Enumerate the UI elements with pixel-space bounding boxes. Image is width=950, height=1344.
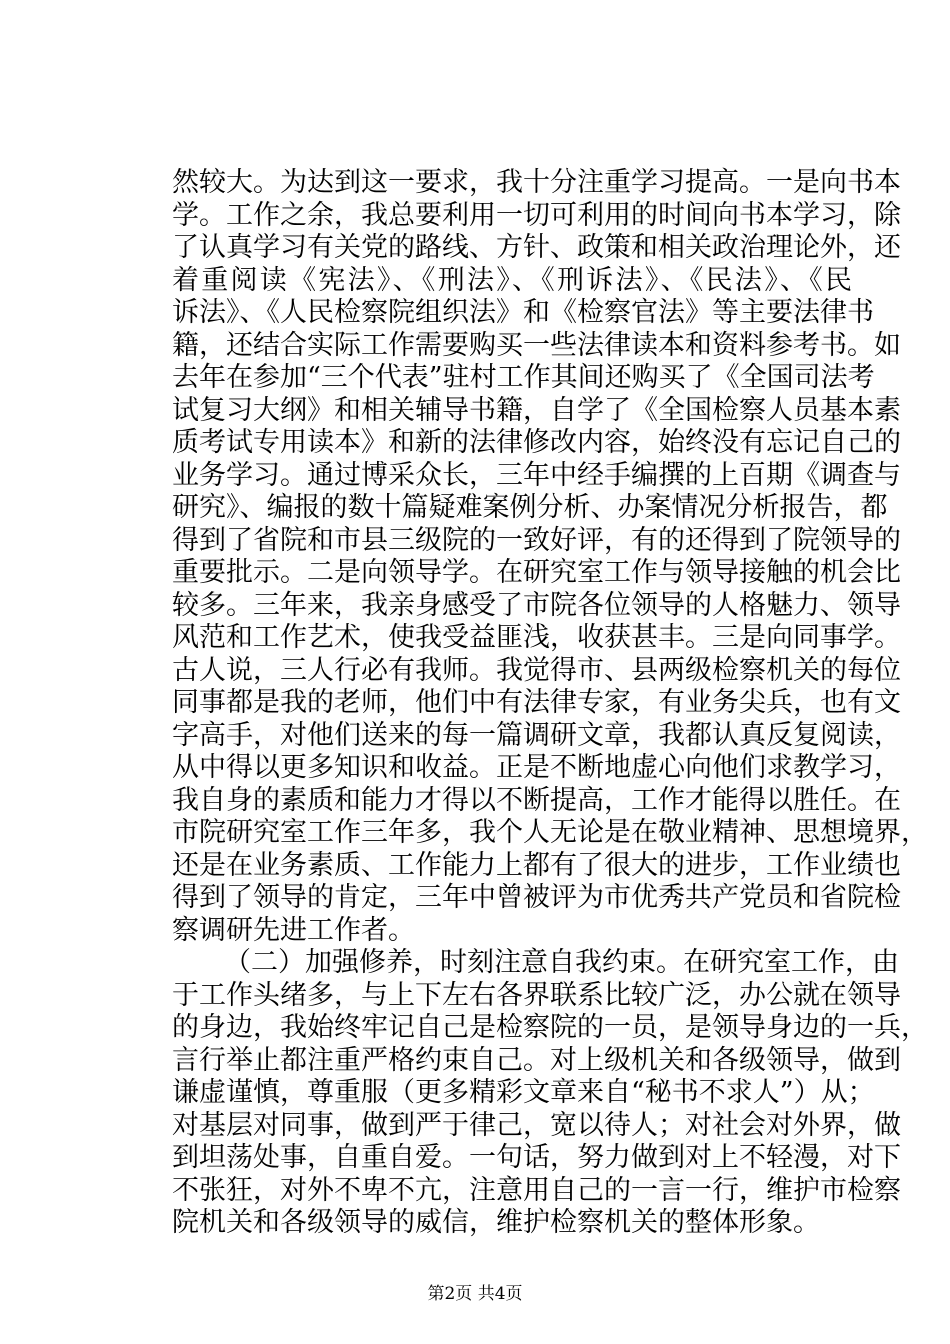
text-line: 谦虚谨慎，尊重服（更多精彩文章来自“秘书不求人”）从；	[172, 1077, 875, 1108]
text-line: （二）加强修养，时刻注意自我约束。在研究室工作，由	[224, 947, 899, 978]
text-line: 从中得以更多知识和收益。正是不断地虚心向他们求教学习，	[172, 752, 901, 783]
text-line: 到坦荡处事，自重自爱。一句话，努力做到对上不轻漫，对下	[172, 1142, 901, 1173]
text-line: 诉法》、《人民检察院组织法》和《检察官法》等主要法律书	[172, 297, 874, 328]
text-line: 还是在业务素质、工作能力上都有了很大的进步，工作业绩也	[172, 849, 901, 881]
text-line: 同事都是我的老师，他们中有法律专家，有业务尖兵，也有文	[172, 687, 901, 718]
text-line: 得到了省院和市县三级院的一致好评，有的还得到了院领导的	[172, 524, 901, 556]
text-line: 研究》、编报的数十篇疑难案例分析、办案情况分析报告，都	[172, 492, 888, 523]
text-line: 字高手，对他们送来的每一篇调研文章，我都认真反复阅读，	[172, 719, 901, 751]
paragraph-1	[172, 167, 928, 947]
text-line: 去年在参加“三个代表”驻村工作其间还购买了《全国司法考	[172, 362, 875, 393]
text-line: 业务学习。通过博采众长，三年中经手编撰的上百期《调查与	[172, 459, 901, 491]
text-line: 较多。三年来，我亲身感受了市院各位领导的人格魅力、领导	[172, 589, 901, 621]
text-line: 的身边，我始终牢记自己是检察院的一员，是领导身边的一兵，	[172, 1012, 928, 1043]
text-line: 重要批示。二是向领导学。在研究室工作与领导接触的机会比	[172, 557, 901, 588]
text-line: 试复习大纲》和相关辅导书籍，自学了《全国检察人员基本素	[172, 394, 901, 426]
text-line: 院机关和各级领导的威信，维护检察机关的整体形象。	[172, 1207, 820, 1238]
text-line: 得到了领导的肯定，三年中曾被评为市优秀共产党员和省院检	[172, 882, 901, 913]
body-text	[172, 167, 928, 1240]
page-number-footer: 第2页 共4页	[427, 1284, 523, 1304]
paragraph-2	[172, 947, 928, 1240]
text-line: 于工作头绪多，与上下左右各界联系比较广泛，办公就在领导	[172, 979, 901, 1011]
text-line: 了认真学习有关党的路线、方针、政策和相关政治理论外，还	[172, 232, 901, 263]
text-line: 古人说，三人行必有我师。我觉得市、县两级检察机关的每位	[172, 654, 901, 686]
text-line: 风范和工作艺术，使我受益匪浅，收获甚丰。三是向同事学。	[172, 622, 901, 653]
text-line: 我自身的素质和能力才得以不断提高，工作才能得以胜任。在	[172, 784, 901, 816]
text-line: 对基层对同事，做到严于律己，宽以待人；对社会对外界，做	[172, 1109, 901, 1141]
text-line: 着重阅读《宪法》、《刑法》、《刑诉法》、《民法》、《民	[172, 264, 852, 296]
text-line: 籍，还结合实际工作需要购买一些法律读本和资料参考书。如	[172, 329, 901, 361]
text-line: 察调研先进工作者。	[172, 914, 415, 946]
text-line: 不张狂，对外不卑不亢，注意用自己的一言一行，维护市检察	[172, 1174, 901, 1206]
text-line: 言行举止都注重严格约束自己。对上级机关和各级领导，做到	[172, 1044, 901, 1076]
text-line: 学。工作之余，我总要利用一切可利用的时间向书本学习，除	[172, 199, 901, 231]
text-line: 市院研究室工作三年多，我个人无论是在敬业精神、思想境界，	[172, 817, 928, 848]
text-line: 然较大。为达到这一要求，我十分注重学习提高。一是向书本	[172, 167, 901, 198]
text-line: 质考试专用读本》和新的法律修改内容，始终没有忘记自己的	[172, 427, 901, 458]
